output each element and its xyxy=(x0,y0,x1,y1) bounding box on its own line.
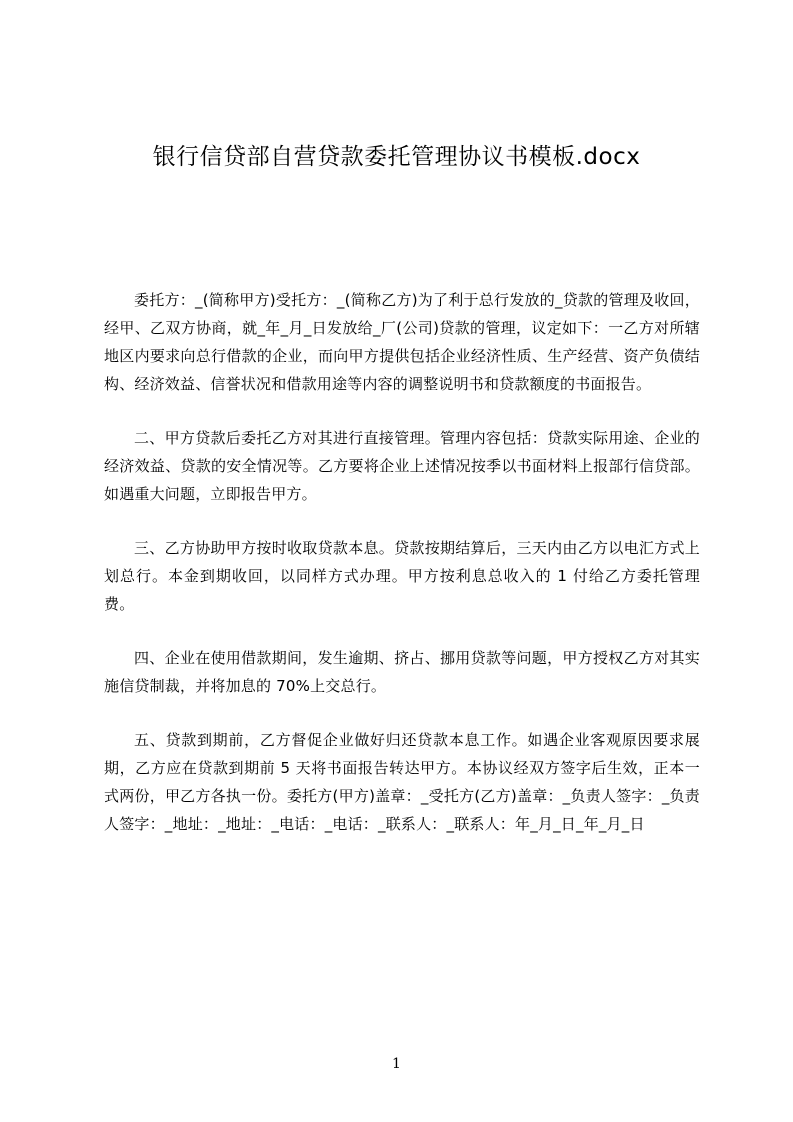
paragraph-1: 委托方：_(简称甲方)受托方：_(简称乙方)为了利于总行发放的_贷款的管理及收回，经甲、乙双方协商，就_年_月_日发放给_厂(公司)贷款的管理，议定如下：一乙方对所辖地区内要求向总行借款的企业，而向甲方提供包括企业经济性质、生产经营、资产负债结构、经济效益、信誉状况和借款用途等内容的调整说明书和贷款额度的书面报告。 xyxy=(104,291,700,393)
paragraph-2: 二、甲方贷款后委托乙方对其进行直接管理。管理内容包括：贷款实际用途、企业的经济效益、贷款的安全情况等。乙方要将企业上述情况按季以书面材料上报部行信贷部。如遇重大问题，立即报告甲方。 xyxy=(104,429,700,503)
paragraph-3: 三、乙方协助甲方按时收取贷款本息。贷款按期结算后，三天内由乙方以电汇方式上划总行。本金到期收回，以同样方式办理。甲方按利息总收入的 1 付给乙方委托管理费。 xyxy=(104,539,700,613)
page-number: 1 xyxy=(392,1056,401,1072)
document-body xyxy=(104,286,700,864)
paragraph-4: 四、企业在使用借款期间，发生逾期、挤占、挪用贷款等问题，甲方授权乙方对其实施信贷制裁，并将加息的 70%上交总行。 xyxy=(104,649,700,695)
paragraph-5: 五、贷款到期前，乙方督促企业做好归还贷款本息工作。如遇企业客观原因要求展期，乙方应在贷款到期前 5 天将书面报告转达甲方。本协议经双方签字后生效，正本一式两份，甲乙方各执一份。委托方(甲方)盖章：_受托方(乙方)盖章：_负责人签字：_负责人签字：_地址：_地址：_电话：_电话：_联系人：_联系人：年_月_日_年_月_日 xyxy=(104,731,700,833)
document-title: 银行信贷部自营贷款委托管理协议书模板.docx xyxy=(152,144,641,170)
